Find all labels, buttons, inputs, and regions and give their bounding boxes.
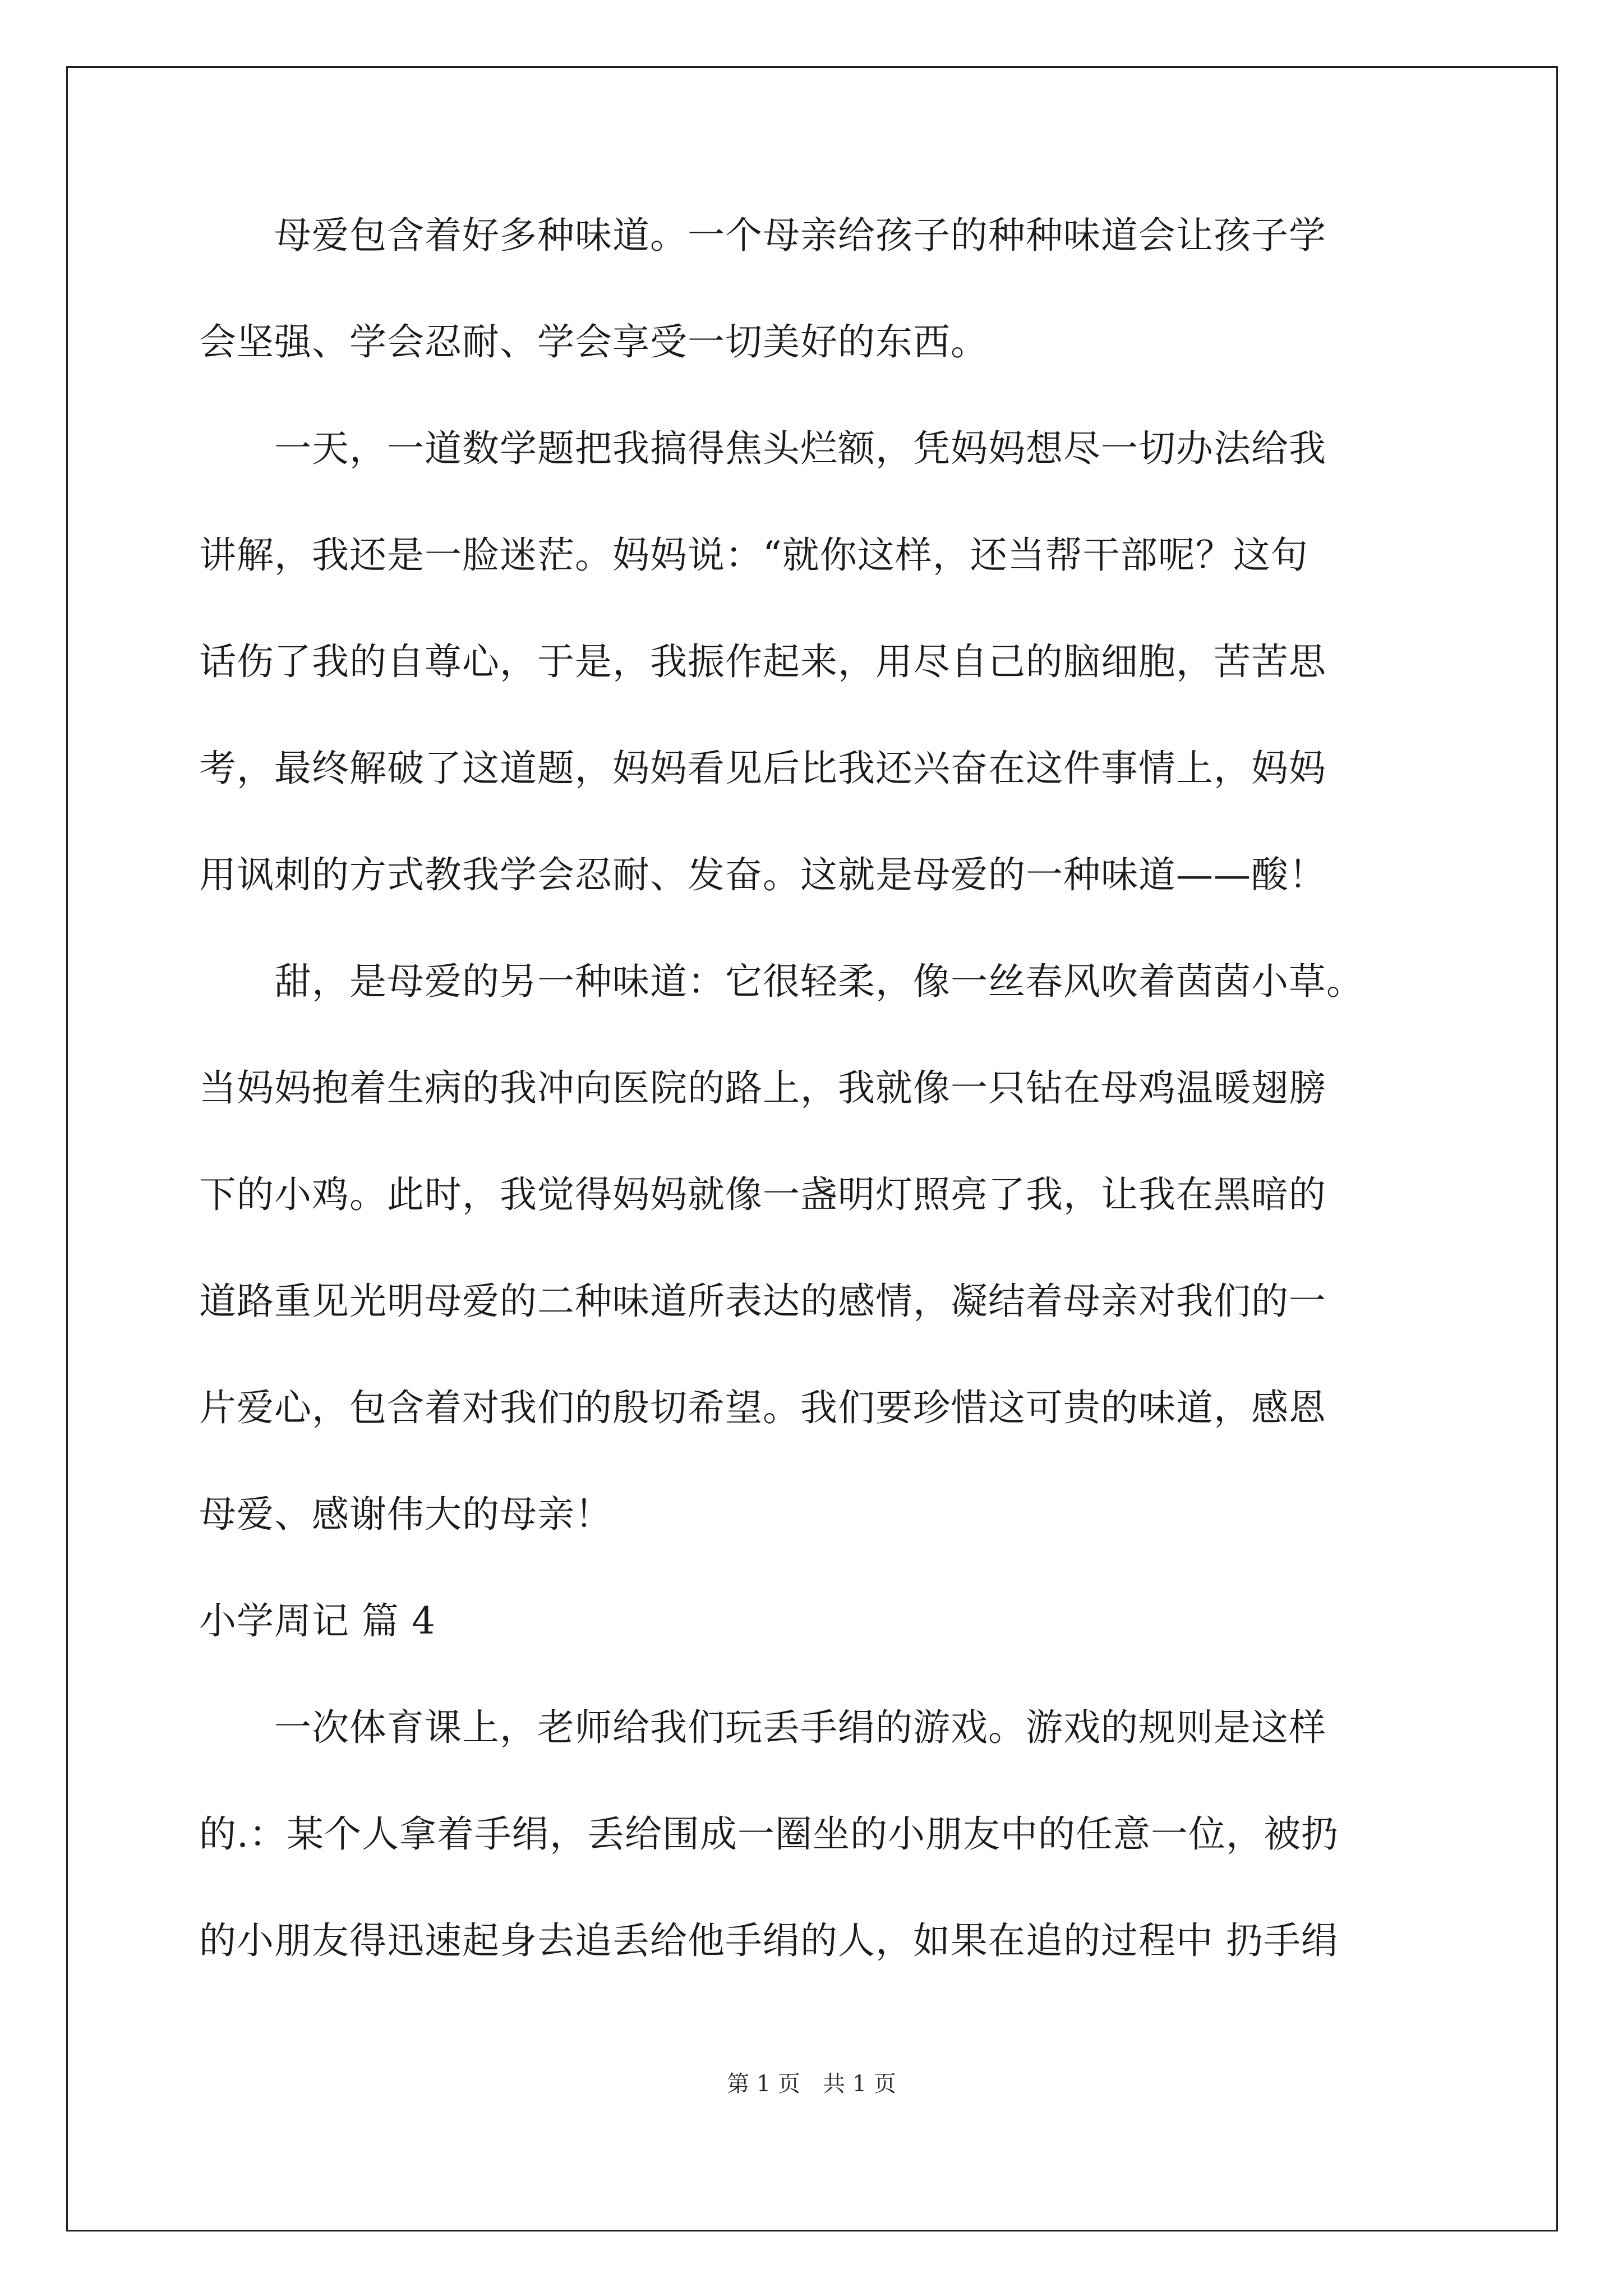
text-line: 的小朋友得迅速起身去追丢给他手绢的人，如果在追的过程中 扔手绢 [199,1919,1339,1962]
text-line: 母爱、感谢伟大的母亲！ [199,1493,612,1536]
text-line: 讲解，我还是一脸迷茫。妈妈说：“就你这样，还当帮干部呢？这句 [199,533,1308,577]
text-line: 的.：某个人拿着手绢，丢给围成一圈坐的小朋友中的任意一位，被扔 [199,1812,1339,1856]
text-line: 甜，是母爱的另一种味道：它很轻柔，像一丝春风吹着茵茵小草。 [199,960,1364,1003]
text-line: 片爱心，包含着对我们的殷切希望。我们要珍惜这可贵的味道，感恩 [199,1386,1326,1429]
text-line: 当妈妈抱着生病的我冲向医院的路上，我就像一只钻在母鸡温暖翅膀 [199,1066,1326,1110]
text-line: 话伤了我的自尊心，于是，我振作起来，用尽自己的脑细胞，苦苦思 [199,640,1326,683]
text-line: 会坚强、学会忍耐、学会享受一切美好的东西。 [199,320,988,364]
text-line: 考，最终解破了这道题，妈妈看见后比我还兴奋在这件事情上，妈妈 [199,747,1326,790]
page-number-footer: 第 1 页 共 1 页 [727,2071,896,2097]
text-line: 一次体育课上，老师给我们玩丢手绢的游戏。游戏的规则是这样 [199,1706,1326,1749]
text-line: 用讽刺的方式教我学会忍耐、发奋。这就是母爱的一种味道——酸！ [199,853,1326,896]
page-border [66,66,1558,2231]
text-line: 母爱包含着好多种味道。一个母亲给孩子的种种味道会让孩子学 [199,214,1326,257]
text-line: 道路重见光明母爱的二种味道所表达的感情，凝结着母亲对我们的一 [199,1280,1326,1323]
text-line: 下的小鸡。此时，我觉得妈妈就像一盏明灯照亮了我，让我在黑暗的 [199,1173,1326,1216]
text-line: 一天，一道数学题把我搞得焦头烂额，凭妈妈想尽一切办法给我 [199,427,1326,470]
section-heading: 小学周记 篇 4 [199,1599,436,1642]
